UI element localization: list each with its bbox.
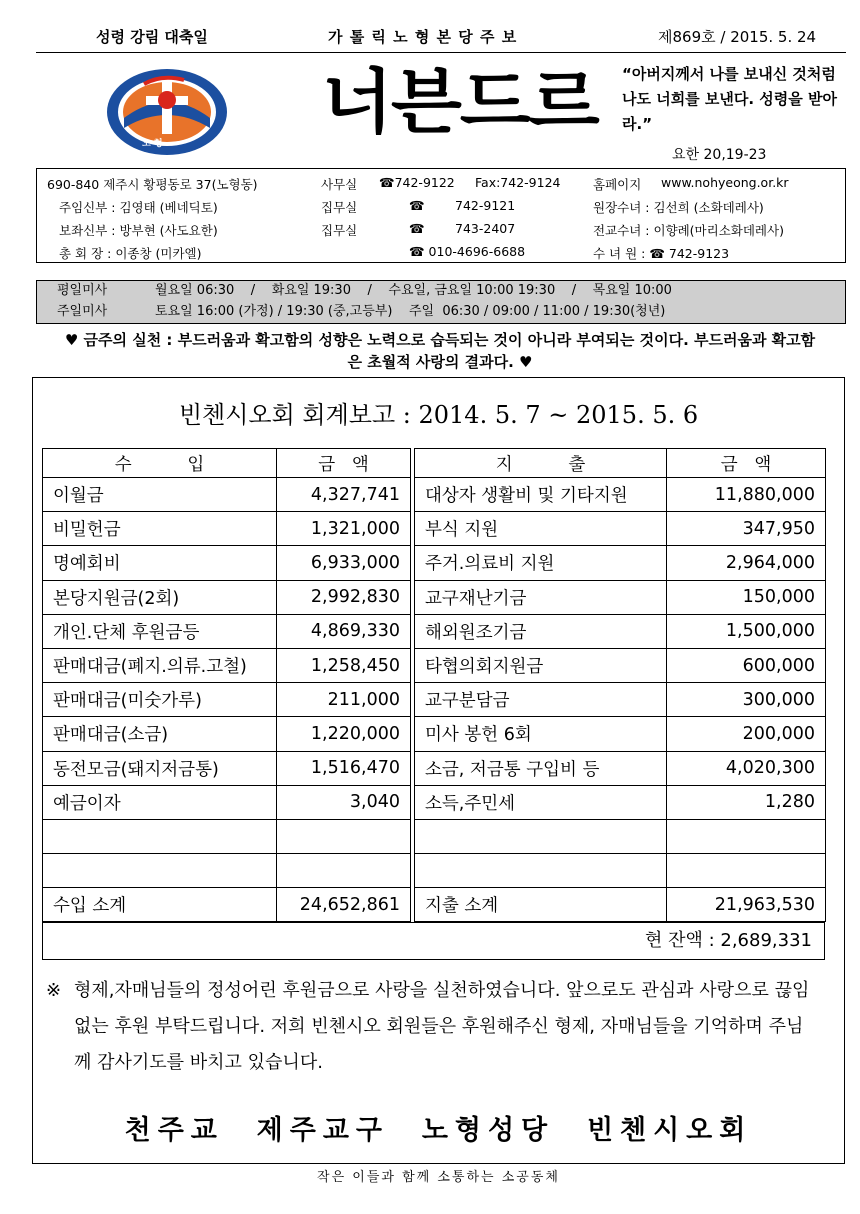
phone-icon: ☎ bbox=[409, 221, 425, 236]
publication-name: 가 톨 릭 노 형 본 당 주 보 bbox=[328, 28, 518, 46]
income-item: 개인.단체 후원금등 bbox=[43, 614, 277, 648]
homepage-label: 홈페이지 bbox=[593, 177, 642, 192]
current-balance: 현 잔액 : 2,689,331 bbox=[42, 922, 825, 960]
expense-amount: 1,280 bbox=[667, 785, 826, 819]
superior: 원장수녀 : 김선희 (소화데레사) bbox=[593, 200, 764, 215]
table-row bbox=[43, 683, 826, 717]
weekly-practice: ♥ 금주의 실천 : 부드러움과 확고함의 성향은 노력으로 습득되는 것이 아니라 부여되는 것이다. 부드러움과 확고함은 초월적 사랑의 결과다. ♥ bbox=[64, 331, 816, 371]
header-rule bbox=[36, 52, 846, 53]
income-total: 24,652,861 bbox=[277, 888, 411, 922]
expense-amount: 11,880,000 bbox=[667, 478, 826, 512]
income-header: 수 입 bbox=[43, 449, 277, 478]
table-row bbox=[43, 785, 826, 819]
sunday-label: 주일미사 bbox=[57, 304, 108, 319]
income-amount: 6,933,000 bbox=[277, 546, 411, 580]
missionary-sister: 전교수녀 : 이향례(마리소화데레사) bbox=[593, 223, 784, 238]
income-amount: 1,321,000 bbox=[277, 512, 411, 546]
expense-amount-header: 금 액 bbox=[667, 449, 826, 478]
newsletter-title: 너븐드르 bbox=[322, 61, 598, 143]
address: 690-840 제주시 황평동로 37(노형동) bbox=[47, 177, 258, 192]
income-amount bbox=[277, 854, 411, 888]
expense-item: 주거.의료비 지원 bbox=[415, 546, 667, 580]
expense-amount: 600,000 bbox=[667, 648, 826, 682]
income-item: 판매대금(폐지.의류.고철) bbox=[43, 648, 277, 682]
table-row bbox=[43, 512, 826, 546]
income-item: 본당지원금(2회) bbox=[43, 580, 277, 614]
sunday-times: 토요일 16:00 (가정) / 19:30 (중,고등부) 주일 06:30 / 09:00 / 11:00 / 19:30(청년) bbox=[155, 304, 666, 319]
accounting-table bbox=[42, 448, 826, 922]
scripture-quote: “아버지께서 나를 보내신 것처럼 나도 너희를 보낸다. 성령을 받아라.” bbox=[622, 65, 837, 133]
expense-total-label: 지출 소계 bbox=[415, 888, 667, 922]
issue-number: 제869호 / 2015. 5. 24 bbox=[658, 28, 817, 46]
note-text: 형제,자매님들의 정성어린 후원금으로 사랑을 실천하였습니다. 앞으로도 관심과 사랑으로 끊임없는 후원 부탁드립니다. 저희 빈첸시오 회원들은 후원해주신 형제, 자매님들을 기억하며 주님께 감사기도를 바치고 있습니다. bbox=[74, 980, 810, 1073]
president-tel: ☎ 010-4696-6688 bbox=[409, 244, 526, 259]
expense-amount bbox=[667, 854, 826, 888]
expense-item bbox=[415, 854, 667, 888]
assistant-tel: 743-2407 bbox=[455, 221, 516, 236]
income-amount: 211,000 bbox=[277, 683, 411, 717]
table-row bbox=[43, 854, 826, 888]
expense-item bbox=[415, 819, 667, 853]
income-item bbox=[43, 819, 277, 853]
weekday-label: 평일미사 bbox=[57, 283, 108, 298]
pastor-room: 집무실 bbox=[321, 200, 358, 215]
pastor: 주임신부 : 김영태 (베네딕토) bbox=[59, 200, 218, 215]
income-item: 판매대금(미숫가루) bbox=[43, 683, 277, 717]
income-item bbox=[43, 854, 277, 888]
subtotal-row bbox=[43, 888, 826, 922]
income-amount: 3,040 bbox=[277, 785, 411, 819]
income-amount: 4,869,330 bbox=[277, 614, 411, 648]
assistant-pastor: 보좌신부 : 방부현 (사도요한) bbox=[59, 223, 218, 238]
income-amount: 1,516,470 bbox=[277, 751, 411, 785]
table-row bbox=[43, 478, 826, 512]
income-item: 명예회비 bbox=[43, 546, 277, 580]
homepage[interactable]: www.nohyeong.or.kr bbox=[661, 175, 789, 190]
expense-item: 대상자 생활비 및 기타지원 bbox=[415, 478, 667, 512]
office-tel: ☎742-9122 bbox=[379, 175, 455, 190]
table-row bbox=[43, 819, 826, 853]
expense-header: 지 출 bbox=[415, 449, 667, 478]
income-amount: 1,220,000 bbox=[277, 717, 411, 751]
income-item: 이월금 bbox=[43, 478, 277, 512]
expense-amount: 2,964,000 bbox=[667, 546, 826, 580]
expense-amount bbox=[667, 819, 826, 853]
assistant-room: 집무실 bbox=[321, 223, 358, 238]
expense-amount: 347,950 bbox=[667, 512, 826, 546]
header-line bbox=[36, 8, 846, 48]
feast-name: 성령 강림 대축일 bbox=[96, 28, 208, 46]
office-label: 사무실 bbox=[321, 177, 358, 192]
convent: 수 녀 원 : ☎ 742-9123 bbox=[593, 246, 730, 261]
logo-text: 노 형 bbox=[142, 139, 163, 149]
council-president: 총 회 장 : 이종창 (미카엘) bbox=[59, 246, 202, 261]
footer-slogan: 작은 이들과 함께 소통하는 소공동체 bbox=[317, 1170, 560, 1185]
organization-name: 천주교 제주교구 노형성당 빈첸시오회 bbox=[124, 1115, 753, 1146]
expense-item: 타협의회지원금 bbox=[415, 648, 667, 682]
income-amount: 2,992,830 bbox=[277, 580, 411, 614]
expense-item: 교구분담금 bbox=[415, 683, 667, 717]
table-row bbox=[43, 717, 826, 751]
expense-item: 소금, 저금통 구입비 등 bbox=[415, 751, 667, 785]
pastor-tel: 742-9121 bbox=[455, 198, 516, 213]
sunday-mass-row bbox=[37, 302, 845, 323]
table-row bbox=[43, 614, 826, 648]
weekday-times: 월요일 06:30 / 화요일 19:30 / 수요일, 금요일 10:00 19:30 / 목요일 10:00 bbox=[155, 283, 672, 298]
expense-item: 교구재난기금 bbox=[415, 580, 667, 614]
expense-item: 해외원조기금 bbox=[415, 614, 667, 648]
income-item: 판매대금(소금) bbox=[43, 717, 277, 751]
income-total-label: 수입 소계 bbox=[43, 888, 277, 922]
income-item: 예금이자 bbox=[43, 785, 277, 819]
expense-amount: 1,500,000 bbox=[667, 614, 826, 648]
parish-info bbox=[36, 168, 846, 263]
weekday-mass-row bbox=[37, 281, 845, 303]
table-row bbox=[43, 546, 826, 580]
income-amount-header: 금 액 bbox=[277, 449, 411, 478]
expense-amount: 4,020,300 bbox=[667, 751, 826, 785]
expense-item: 소득,주민세 bbox=[415, 785, 667, 819]
thanks-note bbox=[46, 973, 816, 1081]
income-item: 비밀헌금 bbox=[43, 512, 277, 546]
expense-item: 미사 봉헌 6회 bbox=[415, 717, 667, 751]
income-amount: 4,327,741 bbox=[277, 478, 411, 512]
fax: Fax:742-9124 bbox=[475, 175, 561, 190]
table-row bbox=[43, 580, 826, 614]
table-header-row bbox=[43, 449, 826, 478]
table-row bbox=[43, 648, 826, 682]
expense-amount: 150,000 bbox=[667, 580, 826, 614]
phone-icon: ☎ bbox=[409, 198, 425, 213]
income-item: 동전모금(돼지저금통) bbox=[43, 751, 277, 785]
income-amount bbox=[277, 819, 411, 853]
parish-logo bbox=[104, 66, 230, 158]
income-amount: 1,258,450 bbox=[277, 648, 411, 682]
scripture-reference: 요한 20,19-23 bbox=[672, 147, 767, 163]
expense-amount: 300,000 bbox=[667, 683, 826, 717]
expense-item: 부식 지원 bbox=[415, 512, 667, 546]
mass-schedule bbox=[36, 280, 846, 324]
expense-amount: 200,000 bbox=[667, 717, 826, 751]
table-row bbox=[43, 751, 826, 785]
expense-total: 21,963,530 bbox=[667, 888, 826, 922]
note-mark: ※ bbox=[46, 980, 62, 1001]
report-title: 빈첸시오회 회계보고 : 2014. 5. 7 ~ 2015. 5. 6 bbox=[178, 401, 699, 429]
